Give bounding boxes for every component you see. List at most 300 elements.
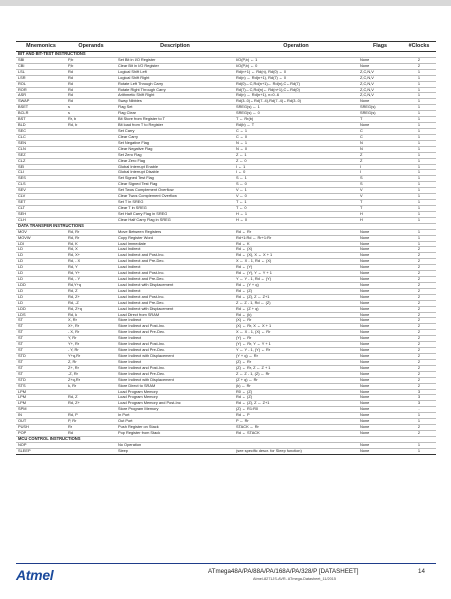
- cell-clocks: 2: [402, 306, 436, 312]
- cell-operands: Rd, P: [66, 413, 116, 419]
- cell-operation: Rd ← P: [234, 413, 358, 419]
- cell-operation: Rd ← STACK: [234, 431, 358, 437]
- cell-description: Store Indirect and Pre-Dec.: [116, 348, 234, 354]
- cell-description: Pop Register from Stack: [116, 431, 234, 437]
- cell-mnemonic: LDD: [16, 282, 66, 288]
- cell-clocks: 1: [402, 211, 436, 217]
- cell-clocks: 1: [402, 105, 436, 111]
- cell-operands: Z, Rr: [66, 359, 116, 365]
- cell-flags: Z,C,N,V: [358, 93, 402, 99]
- cell-clocks: 2: [402, 348, 436, 354]
- cell-operation: V ← 0: [234, 194, 358, 200]
- cell-flags: T: [358, 205, 402, 211]
- cell-operation: C ← 0: [234, 134, 358, 140]
- header-flags: Flags: [358, 42, 402, 52]
- cell-operation: X ← X - 1, Rd ← (X): [234, 259, 358, 265]
- cell-mnemonic: NOP: [16, 442, 66, 448]
- cell-operands: Rd, - Y: [66, 277, 116, 283]
- cell-operation: Rd ← (k): [234, 312, 358, 318]
- cell-description: Clear Negative Flag: [116, 146, 234, 152]
- cell-flags: None: [358, 365, 402, 371]
- cell-flags: H: [358, 217, 402, 223]
- cell-operation: Rd(n) ← Rd(n+1), Rd(7) ← 0: [234, 75, 358, 81]
- cell-mnemonic: BLD: [16, 123, 66, 129]
- cell-clocks: 1: [402, 205, 436, 211]
- instruction-set-table: [16, 41, 436, 455]
- cell-description: Store Indirect and Pre-Dec.: [116, 330, 234, 336]
- cell-description: Store Indirect and Pre-Dec.: [116, 371, 234, 377]
- cell-mnemonic: CLI: [16, 170, 66, 176]
- cell-operation: Rd(3..0)←Rd(7..4),Rd(7..4)←Rd(3..0): [234, 99, 358, 105]
- cell-flags: None: [358, 271, 402, 277]
- cell-clocks: 1: [402, 128, 436, 134]
- cell-clocks: 2: [402, 342, 436, 348]
- atmel-logo: Atmel: [16, 567, 54, 583]
- cell-operands: Rd: [66, 93, 116, 99]
- cell-operation: Rd(0)←C,Rd(n+1)← Rd(n),C←Rd(7): [234, 81, 358, 87]
- document-subtitle: Atmel-8271JS-AVR- ATmega-Datasheet_11/2015: [253, 577, 336, 581]
- cell-operation: SREG(s) ← 1: [234, 105, 358, 111]
- cell-flags: None: [358, 265, 402, 271]
- table-header-row: [16, 42, 436, 52]
- cell-clocks: 2: [402, 294, 436, 300]
- cell-clocks: 2: [402, 282, 436, 288]
- cell-operands: Rd, Rr: [66, 235, 116, 241]
- cell-description: Clear Bit in I/O Register: [116, 63, 234, 69]
- cell-mnemonic: STD: [16, 354, 66, 360]
- footer-rule: [16, 563, 436, 564]
- cell-flags: None: [358, 282, 402, 288]
- cell-mnemonic: LD: [16, 277, 66, 283]
- cell-clocks: 1: [402, 117, 436, 123]
- cell-description: Set Half Carry Flag in SREG: [116, 211, 234, 217]
- cell-flags: None: [358, 407, 402, 413]
- cell-operation: I ← 0: [234, 170, 358, 176]
- cell-mnemonic: SEZ: [16, 152, 66, 158]
- cell-flags: None: [358, 259, 402, 265]
- cell-description: Set T in SREG: [116, 200, 234, 206]
- header-description: Description: [116, 42, 234, 52]
- cell-operation: Z ← Z - 1, Rd ← (Z): [234, 300, 358, 306]
- cell-operation: Y ← Y - 1, Rd ← (Y): [234, 277, 358, 283]
- cell-operation: (Y) ← Rr, Y ← Y + 1: [234, 342, 358, 348]
- cell-flags: S: [358, 176, 402, 182]
- cell-flags: Z: [358, 158, 402, 164]
- cell-flags: None: [358, 371, 402, 377]
- cell-operation: Z ← 1: [234, 152, 358, 158]
- cell-operands: X, Rr: [66, 318, 116, 324]
- cell-mnemonic: MOV: [16, 229, 66, 235]
- cell-flags: None: [358, 401, 402, 407]
- cell-clocks: 2: [402, 300, 436, 306]
- cell-operands: P,b: [66, 57, 116, 63]
- cell-flags: Z,C,N,V: [358, 75, 402, 81]
- cell-flags: Z: [358, 152, 402, 158]
- cell-operation: Rd ← (Z + q): [234, 306, 358, 312]
- cell-mnemonic: SBI: [16, 57, 66, 63]
- cell-description: In Port: [116, 413, 234, 419]
- cell-operands: - X, Rr: [66, 330, 116, 336]
- cell-operation: Rd(n) ← Rd(n+1), n=0..6: [234, 93, 358, 99]
- cell-operation: X ← X - 1, (X) ← Rr: [234, 330, 358, 336]
- cell-clocks: 1: [402, 152, 436, 158]
- cell-operation: Rd ← (Z): [234, 395, 358, 401]
- cell-description: Swap Nibbles: [116, 99, 234, 105]
- cell-description: Rotate Right Through Carry: [116, 87, 234, 93]
- cell-mnemonic: SEV: [16, 188, 66, 194]
- cell-operation: STACK ← Rr: [234, 425, 358, 431]
- cell-flags: None: [358, 348, 402, 354]
- cell-flags: None: [358, 431, 402, 437]
- cell-flags: None: [358, 318, 402, 324]
- cell-flags: Z,C,N,V: [358, 81, 402, 87]
- cell-clocks: 2: [402, 324, 436, 330]
- cell-description: Out Port: [116, 419, 234, 425]
- cell-operation: (Z) ← R1:R0: [234, 407, 358, 413]
- cell-description: Load Indirect: [116, 247, 234, 253]
- cell-operands: P, Rr: [66, 419, 116, 425]
- cell-operands: Rd, - X: [66, 259, 116, 265]
- cell-clocks: 1: [402, 134, 436, 140]
- cell-clocks: 1: [402, 99, 436, 105]
- cell-clocks: 1: [402, 448, 436, 454]
- cell-mnemonic: LDS: [16, 312, 66, 318]
- cell-flags: None: [358, 448, 402, 454]
- cell-mnemonic: CLS: [16, 182, 66, 188]
- cell-operands: Rd, Z: [66, 395, 116, 401]
- cell-operation: (Z) ← Rr: [234, 359, 358, 365]
- cell-operation: (Y + q) ← Rr: [234, 354, 358, 360]
- cell-operands: Rd: [66, 431, 116, 437]
- cell-mnemonic: SPM: [16, 407, 66, 413]
- section-title: BIT AND BIT-TEST INSTRUCTIONS: [16, 52, 436, 58]
- cell-operation: Rd ← (Y + q): [234, 282, 358, 288]
- cell-operation: R0 ← (Z): [234, 389, 358, 395]
- cell-flags: SREG(s): [358, 111, 402, 117]
- cell-description: Set Zero Flag: [116, 152, 234, 158]
- cell-mnemonic: CLZ: [16, 158, 66, 164]
- cell-mnemonic: OUT: [16, 419, 66, 425]
- cell-description: Load Indirect and Pre-Dec.: [116, 277, 234, 283]
- cell-flags: C: [358, 134, 402, 140]
- cell-flags: None: [358, 324, 402, 330]
- cell-flags: SREG(s): [358, 105, 402, 111]
- cell-operation: (Y) ← Rr: [234, 336, 358, 342]
- cell-flags: None: [358, 294, 402, 300]
- cell-mnemonic: ST: [16, 324, 66, 330]
- cell-mnemonic: POP: [16, 431, 66, 437]
- cell-operands: Rd, X+: [66, 253, 116, 259]
- cell-operation: H ← 1: [234, 211, 358, 217]
- section-title: DATA TRANSFER INSTRUCTIONS: [16, 223, 436, 229]
- cell-mnemonic: ROR: [16, 87, 66, 93]
- table-body: [16, 52, 436, 455]
- cell-operands: Rr, b: [66, 117, 116, 123]
- cell-clocks: 1: [402, 419, 436, 425]
- cell-flags: None: [358, 306, 402, 312]
- cell-operation: N ← 0: [234, 146, 358, 152]
- cell-operands: Y, Rr: [66, 336, 116, 342]
- cell-description: Load Indirect: [116, 288, 234, 294]
- cell-description: Load Direct from SRAM: [116, 312, 234, 318]
- cell-operation: SREG(s) ← 0: [234, 111, 358, 117]
- cell-operands: Rd, Rr: [66, 229, 116, 235]
- cell-mnemonic: SEN: [16, 140, 66, 146]
- cell-description: Clear Half Carry Flag in SREG: [116, 217, 234, 223]
- cell-operands: Rd, X: [66, 247, 116, 253]
- cell-description: Logical Shift Right: [116, 75, 234, 81]
- cell-operation: Rd ← (X), X ← X + 1: [234, 253, 358, 259]
- cell-operands: -Z, Rr: [66, 371, 116, 377]
- cell-description: Copy Register Word: [116, 235, 234, 241]
- cell-flags: I: [358, 164, 402, 170]
- cell-operands: Rd: [66, 81, 116, 87]
- cell-flags: T: [358, 117, 402, 123]
- cell-mnemonic: MOVW: [16, 235, 66, 241]
- section-title: MCU CONTROL INSTRUCTIONS: [16, 436, 436, 442]
- cell-clocks: 1: [402, 241, 436, 247]
- cell-mnemonic: PUSH: [16, 425, 66, 431]
- cell-operation: T ← 0: [234, 205, 358, 211]
- cell-mnemonic: CLV: [16, 194, 66, 200]
- cell-description: Set Carry: [116, 128, 234, 134]
- cell-operation: H ← 0: [234, 217, 358, 223]
- cell-operation: Rd ← (Y), Y ← Y + 1: [234, 271, 358, 277]
- cell-description: Clear Twos Complement Overflow: [116, 194, 234, 200]
- cell-clocks: 2: [402, 277, 436, 283]
- cell-clocks: 2: [402, 312, 436, 318]
- cell-flags: None: [358, 419, 402, 425]
- cell-flags: None: [358, 312, 402, 318]
- cell-flags: N: [358, 146, 402, 152]
- cell-operation: Rd(b) ← T: [234, 123, 358, 129]
- page-number: 14: [418, 568, 425, 575]
- cell-clocks: 2: [402, 253, 436, 259]
- cell-operation: Rd ← K: [234, 241, 358, 247]
- cell-mnemonic: ST: [16, 365, 66, 371]
- cell-description: Global Interrupt Disable: [116, 170, 234, 176]
- cell-description: Clear Carry: [116, 134, 234, 140]
- header-clocks: #Clocks: [402, 42, 436, 52]
- cell-clocks: -: [402, 407, 436, 413]
- cell-flags: None: [358, 359, 402, 365]
- cell-description: Bit Store from Register to T: [116, 117, 234, 123]
- cell-mnemonic: LDD: [16, 306, 66, 312]
- cell-operands: Rd: [66, 87, 116, 93]
- cell-mnemonic: BST: [16, 117, 66, 123]
- cell-flags: T: [358, 200, 402, 206]
- cell-description: Load Indirect with Displacement: [116, 306, 234, 312]
- cell-mnemonic: SWAP: [16, 99, 66, 105]
- cell-flags: None: [358, 389, 402, 395]
- cell-clocks: 1: [402, 200, 436, 206]
- cell-description: Store Indirect: [116, 359, 234, 365]
- cell-mnemonic: ROL: [16, 81, 66, 87]
- cell-clocks: 2: [402, 259, 436, 265]
- cell-mnemonic: IN: [16, 413, 66, 419]
- cell-description: Arithmetic Shift Right: [116, 93, 234, 99]
- cell-clocks: 1: [402, 170, 436, 176]
- cell-description: Load Indirect and Post-Inc.: [116, 271, 234, 277]
- cell-flags: None: [358, 300, 402, 306]
- cell-operation: N ← 1: [234, 140, 358, 146]
- cell-mnemonic: ST: [16, 371, 66, 377]
- cell-description: Set Bit in I/O Register: [116, 57, 234, 63]
- cell-clocks: 1: [402, 217, 436, 223]
- cell-operands: Z+q,Rr: [66, 377, 116, 383]
- cell-operands: k, Rr: [66, 383, 116, 389]
- cell-flags: None: [358, 395, 402, 401]
- cell-mnemonic: LDI: [16, 241, 66, 247]
- cell-mnemonic: LPM: [16, 389, 66, 395]
- cell-description: Store Indirect and Post-Inc.: [116, 324, 234, 330]
- cell-clocks: 2: [402, 247, 436, 253]
- cell-description: Load Indirect and Post-Inc.: [116, 294, 234, 300]
- cell-flags: None: [358, 342, 402, 348]
- cell-mnemonic: LPM: [16, 395, 66, 401]
- cell-operation: (X) ← Rr, X ← X + 1: [234, 324, 358, 330]
- cell-description: Logical Shift Left: [116, 69, 234, 75]
- cell-mnemonic: LD: [16, 265, 66, 271]
- cell-operation: Z ← 0: [234, 158, 358, 164]
- cell-clocks: 2: [402, 63, 436, 69]
- cell-flags: None: [358, 354, 402, 360]
- cell-clocks: 1: [402, 188, 436, 194]
- cell-operation: Rd ← (Z): [234, 288, 358, 294]
- cell-mnemonic: BCLR: [16, 111, 66, 117]
- cell-mnemonic: SET: [16, 200, 66, 206]
- cell-operation: S ← 1: [234, 176, 358, 182]
- cell-flags: N: [358, 140, 402, 146]
- cell-operation: T ← 1: [234, 200, 358, 206]
- cell-mnemonic: ST: [16, 330, 66, 336]
- cell-flags: Z,C,N,V: [358, 69, 402, 75]
- cell-operation: Rd ← (Z), Z ← Z+1: [234, 401, 358, 407]
- cell-clocks: 2: [402, 365, 436, 371]
- document-title: ATmega48A/PA/88A/PA/168A/PA/328/P [DATASHEET]: [208, 568, 359, 575]
- cell-clocks: 2: [402, 431, 436, 437]
- cell-description: Store Indirect: [116, 318, 234, 324]
- cell-clocks: 1: [402, 413, 436, 419]
- header-operation: Operation: [234, 42, 358, 52]
- cell-description: Store Indirect and Post-Inc.: [116, 365, 234, 371]
- cell-flags: None: [358, 123, 402, 129]
- cell-description: Load Immediate: [116, 241, 234, 247]
- cell-flags: None: [358, 235, 402, 241]
- cell-flags: None: [358, 253, 402, 259]
- cell-clocks: 2: [402, 57, 436, 63]
- cell-clocks: 1: [402, 176, 436, 182]
- cell-operands: Rd, Z+: [66, 401, 116, 407]
- cell-flags: V: [358, 188, 402, 194]
- cell-description: Clear T in SREG: [116, 205, 234, 211]
- cell-operation: I ← 1: [234, 164, 358, 170]
- cell-flags: H: [358, 211, 402, 217]
- cell-mnemonic: LD: [16, 247, 66, 253]
- cell-clocks: 2: [402, 271, 436, 277]
- cell-clocks: 1: [402, 81, 436, 87]
- cell-mnemonic: CLH: [16, 217, 66, 223]
- cell-operands: Y+, Rr: [66, 342, 116, 348]
- cell-mnemonic: LD: [16, 288, 66, 294]
- cell-mnemonic: ST: [16, 318, 66, 324]
- cell-clocks: 1: [402, 194, 436, 200]
- cell-description: Set Negative Flag: [116, 140, 234, 146]
- cell-flags: V: [358, 194, 402, 200]
- cell-clocks: 1: [402, 75, 436, 81]
- cell-mnemonic: CLT: [16, 205, 66, 211]
- cell-mnemonic: LPM: [16, 401, 66, 407]
- cell-mnemonic: LSR: [16, 75, 66, 81]
- cell-operation: C ← 1: [234, 128, 358, 134]
- cell-operation: Z ← Z - 1, (Z) ← Rr: [234, 371, 358, 377]
- cell-operands: Rd: [66, 75, 116, 81]
- cell-description: Store Indirect and Post-Inc.: [116, 342, 234, 348]
- cell-description: Load Indirect: [116, 265, 234, 271]
- cell-mnemonic: BSET: [16, 105, 66, 111]
- cell-description: Load Program Memory: [116, 389, 234, 395]
- cell-description: Global Interrupt Enable: [116, 164, 234, 170]
- cell-description: Clear Signed Test Flag: [116, 182, 234, 188]
- cell-clocks: 3: [402, 389, 436, 395]
- cell-description: Store Direct to SRAM: [116, 383, 234, 389]
- cell-clocks: 2: [402, 330, 436, 336]
- cell-flags: None: [358, 247, 402, 253]
- cell-operation: (k) ← Rr: [234, 383, 358, 389]
- cell-operands: Rd, b: [66, 123, 116, 129]
- cell-operation: Rd+1:Rd ← Rr+1:Rr: [234, 235, 358, 241]
- cell-description: Load Indirect and Pre-Dec.: [116, 259, 234, 265]
- cell-operands: Z+, Rr: [66, 365, 116, 371]
- cell-description: Load Indirect and Post-Inc.: [116, 253, 234, 259]
- cell-clocks: 2: [402, 336, 436, 342]
- cell-operation: T ← Rr(b): [234, 117, 358, 123]
- cell-mnemonic: ST: [16, 348, 66, 354]
- cell-operands: Rd, Y+: [66, 271, 116, 277]
- cell-flags: None: [358, 63, 402, 69]
- cell-description: Push Register on Stack: [116, 425, 234, 431]
- cell-operation: Rd(n+1) ← Rd(n), Rd(0) ← 0: [234, 69, 358, 75]
- cell-operands: Rd, K: [66, 241, 116, 247]
- cell-operands: Y+q,Rr: [66, 354, 116, 360]
- cell-operation: V ← 1: [234, 188, 358, 194]
- cell-mnemonic: LSL: [16, 69, 66, 75]
- cell-mnemonic: SEH: [16, 211, 66, 217]
- cell-clocks: 1: [402, 229, 436, 235]
- cell-flags: None: [358, 425, 402, 431]
- cell-description: Set Signed Test Flag: [116, 176, 234, 182]
- cell-operands: Rr: [66, 425, 116, 431]
- cell-description: Store Indirect with Displacement: [116, 354, 234, 360]
- cell-mnemonic: ASR: [16, 93, 66, 99]
- cell-flags: S: [358, 182, 402, 188]
- cell-flags: I: [358, 170, 402, 176]
- cell-operands: Rd: [66, 69, 116, 75]
- cell-mnemonic: SEC: [16, 128, 66, 134]
- cell-operation: P ← Rr: [234, 419, 358, 425]
- cell-mnemonic: STD: [16, 377, 66, 383]
- cell-clocks: 1: [402, 111, 436, 117]
- cell-mnemonic: CLN: [16, 146, 66, 152]
- cell-mnemonic: SES: [16, 176, 66, 182]
- cell-flags: None: [358, 57, 402, 63]
- cell-clocks: 2: [402, 318, 436, 324]
- cell-clocks: 2: [402, 265, 436, 271]
- cell-operands: s: [66, 111, 116, 117]
- cell-operands: Rd, Z+: [66, 294, 116, 300]
- cell-description: No Operation: [116, 442, 234, 448]
- cell-flags: None: [358, 413, 402, 419]
